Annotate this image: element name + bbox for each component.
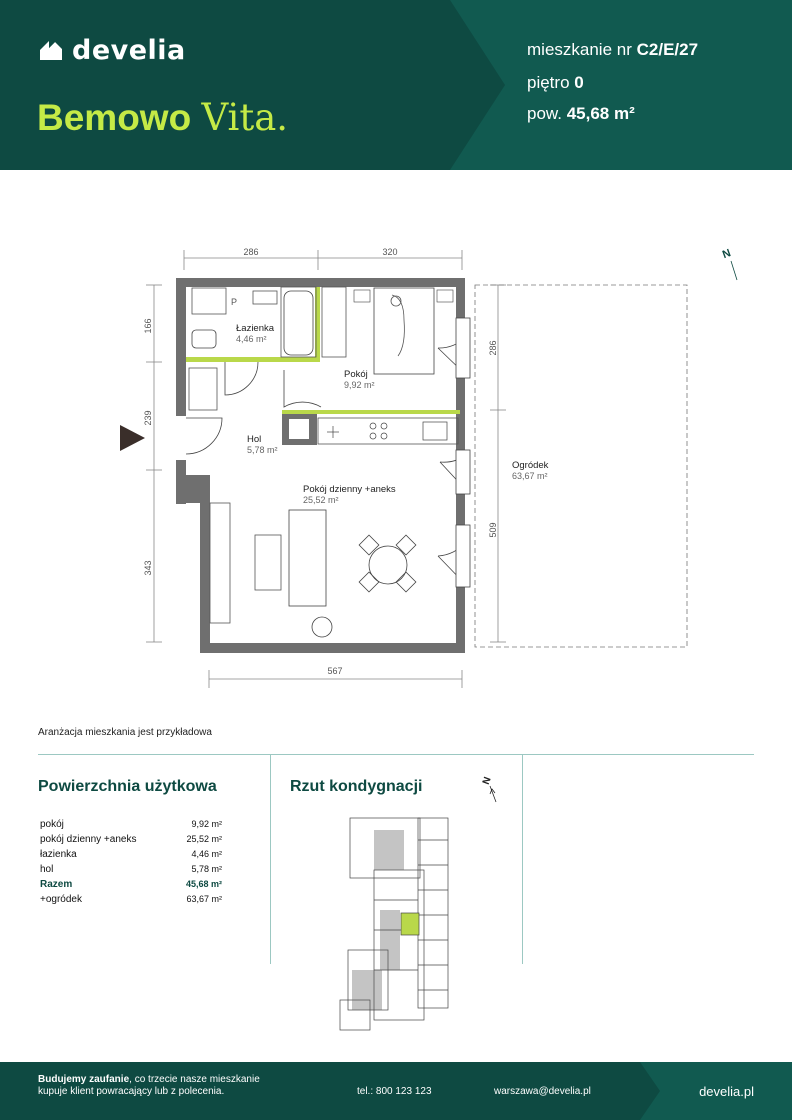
bath-tag: P bbox=[231, 297, 238, 307]
floor-plan-drawing bbox=[0, 170, 792, 710]
shaft bbox=[289, 419, 309, 439]
area-row: hol 5,78 m² bbox=[40, 864, 222, 875]
section-divider bbox=[38, 754, 754, 755]
footer-tagline-2: kupuje klient powracający lub z polecenia. bbox=[38, 1086, 225, 1097]
area-table bbox=[40, 817, 222, 907]
floor-layout-map bbox=[330, 810, 460, 1040]
footer-phone[interactable]: tel.: 800 123 123 bbox=[357, 1086, 432, 1097]
header-stripe bbox=[450, 0, 792, 170]
apartment-floor: piętro 0 bbox=[527, 73, 584, 92]
footer-website[interactable]: develia.pl bbox=[699, 1084, 754, 1099]
area-row: pokój dzienny +aneks 25,52 m² bbox=[40, 834, 222, 845]
area-row: łazienka 4,46 m² bbox=[40, 849, 222, 860]
highlighted-unit bbox=[401, 913, 419, 935]
dim-bottom: 567 bbox=[327, 666, 343, 676]
dim-right-2: 509 bbox=[488, 522, 498, 538]
dim-top-right: 320 bbox=[382, 247, 398, 257]
header-banner bbox=[0, 0, 792, 170]
svg-text:N: N bbox=[480, 775, 494, 787]
north-arrow-icon bbox=[731, 261, 737, 280]
room-area-hall: 5,78 m² bbox=[247, 445, 278, 455]
project-name: Bemowo Vita. bbox=[37, 96, 289, 139]
develia-logo bbox=[38, 36, 186, 64]
dim-left-2: 239 bbox=[143, 410, 153, 426]
garden-outline bbox=[475, 285, 687, 647]
arrangement-note: Aranżacja mieszkania jest przykładowa bbox=[38, 727, 212, 738]
house-logo-icon bbox=[38, 38, 64, 62]
footer-email[interactable]: warszawa@develia.pl bbox=[494, 1086, 591, 1097]
apartment-number: mieszkanie nr C2/E/27 bbox=[527, 40, 699, 59]
bathtub bbox=[284, 291, 313, 355]
north-label: N bbox=[720, 247, 733, 262]
column-divider-2 bbox=[522, 754, 523, 964]
room-area-bathroom: 4,46 m² bbox=[236, 334, 267, 344]
dim-left-3: 343 bbox=[143, 560, 153, 576]
kitchen-fixtures bbox=[327, 422, 447, 440]
area-table-title: Powierzchnia użytkowa bbox=[38, 778, 217, 795]
room-name-living: Pokój dzienny +aneks bbox=[303, 484, 396, 495]
sofa bbox=[289, 510, 326, 606]
dining-table bbox=[359, 535, 416, 592]
floor-layout-title: Rzut kondygnacji bbox=[290, 778, 423, 795]
room-area-bedroom: 9,92 m² bbox=[344, 380, 375, 390]
room-name-garden: Ogródek bbox=[512, 460, 549, 471]
room-name-hall: Hol bbox=[247, 434, 262, 445]
dim-top-left: 286 bbox=[243, 247, 259, 257]
entrance-arrow-icon bbox=[120, 425, 145, 451]
area-row: pokój 9,92 m² bbox=[40, 819, 222, 830]
rug bbox=[312, 617, 332, 637]
floor-plan bbox=[0, 170, 792, 710]
floor-north-icon bbox=[478, 772, 502, 804]
footer-tagline: Budujemy zaufanie, co trzecie nasze mieszkanie bbox=[38, 1074, 260, 1085]
brand-name: develia bbox=[72, 34, 186, 66]
windows bbox=[456, 318, 470, 587]
room-name-bedroom: Pokój bbox=[344, 369, 368, 380]
room-area-garden: 63,67 m² bbox=[512, 471, 548, 481]
dim-left-1: 166 bbox=[143, 318, 153, 334]
column-divider-1 bbox=[270, 754, 271, 964]
apartment-area: pow. 45,68 m² bbox=[527, 104, 635, 123]
toilet bbox=[192, 330, 216, 348]
dim-right-1: 286 bbox=[488, 340, 498, 356]
room-name-bathroom: Łazienka bbox=[236, 323, 275, 334]
walls bbox=[176, 278, 465, 653]
area-row-garden: +ogródek 63,67 m² bbox=[40, 894, 222, 905]
area-row-total: Razem 45,68 m² bbox=[40, 879, 222, 890]
interior-lines bbox=[189, 287, 458, 623]
room-area-living: 25,52 m² bbox=[303, 495, 339, 505]
